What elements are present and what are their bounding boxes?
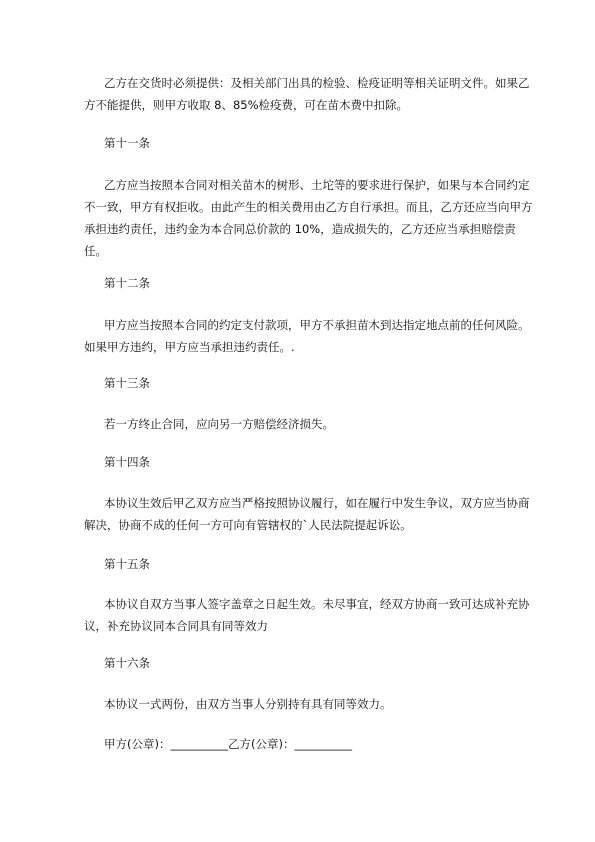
signature-line: 甲方(公章)：__________乙方(公章)：__________ — [104, 737, 352, 751]
article-11-heading: 第十一条 — [104, 136, 150, 150]
article-12-heading: 第十二条 — [104, 276, 150, 290]
article-16-body: 本协议一式两份，由双方当事人分别持有具有同等效力。 — [104, 697, 392, 711]
article-14-body: 本协议生效后甲乙双方应当严格按照协议履行，如在履行中发生争议，双方应当协商解决，协商不成的任何一方可向有管辖权的`人民法院提起诉讼。 — [84, 496, 530, 532]
article-15-heading: 第十五条 — [104, 557, 150, 571]
article-15-body: 本协议自双方当事人签字盖章之日起生效。未尽事宜，经双方协商一致可达成补充协议，补充协议同本合同具有同等效力 — [84, 597, 530, 633]
article-16-heading: 第十六条 — [104, 656, 150, 670]
article-12-body: 甲方应当按照本合同的约定支付款项，甲方不承担苗木到达指定地点前的任何风险。如果甲方违约，甲方应当承担违约责任。. — [84, 318, 530, 354]
intro-paragraph: 乙方在交货时必须提供：及相关部门出具的检验、检疫证明等相关证明文件。如果乙方不能提供，则甲方收取 8、85%检疫费，可在苗木费中扣除。 — [84, 76, 530, 112]
article-11-body: 乙方应当按照本合同对相关苗木的树形、土坨等的要求进行保护，如果与本合同约定不一致，甲方有权拒收。由此产生的相关费用由乙方自行承担。而且，乙方还应当向甲方承担违约责任，违约金为本合同总价款的 10%，造成损失的，乙方还应当承担赔偿责任。 — [84, 178, 533, 258]
article-13-heading: 第十三条 — [104, 376, 150, 390]
article-13-body: 若一方终止合同，应向另一方赔偿经济损失。 — [104, 417, 334, 431]
article-14-heading: 第十四条 — [104, 455, 150, 469]
